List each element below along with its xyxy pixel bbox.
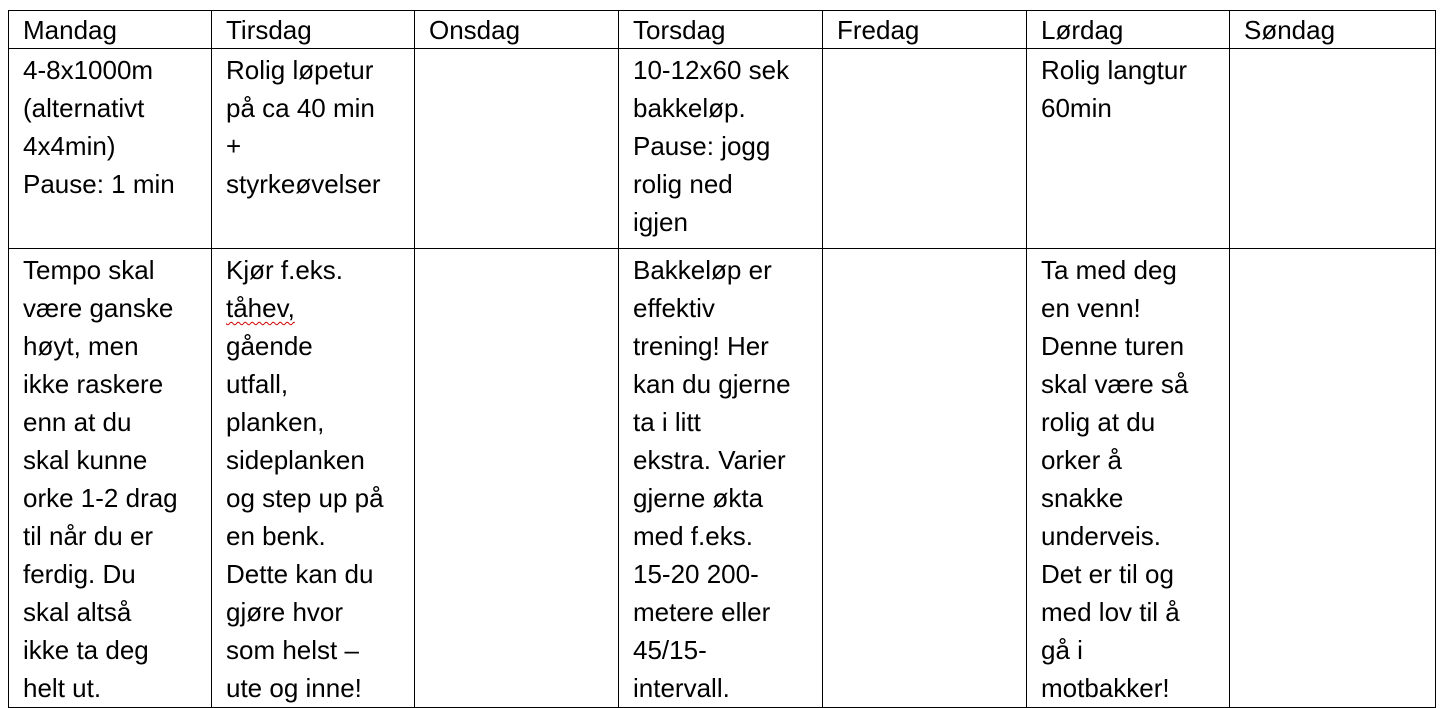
header-cell-lordag[interactable]: Lørdag bbox=[1027, 11, 1230, 49]
cell-line: med f.eks. bbox=[633, 521, 753, 551]
cell-line: effektiv bbox=[633, 293, 715, 323]
cell-line: 10-12x60 sek bbox=[633, 55, 790, 85]
notes-cell-tirsdag[interactable] bbox=[212, 249, 415, 708]
cell-line: Ta med deg bbox=[1041, 255, 1177, 285]
notes-cell-onsdag[interactable] bbox=[415, 249, 619, 708]
cell-line: trening! Her bbox=[633, 331, 769, 361]
cell-line: være ganske bbox=[23, 293, 174, 323]
cell-line: styrkeøvelser bbox=[226, 169, 381, 199]
cell-line: ikke raskere bbox=[23, 369, 164, 399]
workout-cell-lordag[interactable] bbox=[1027, 49, 1230, 249]
training-plan-table bbox=[8, 10, 1436, 708]
notes-cell-lordag[interactable] bbox=[1027, 249, 1230, 708]
cell-line: 45/15- bbox=[633, 635, 707, 665]
cell-line: rolig ned bbox=[633, 169, 733, 199]
cell-line: en venn! bbox=[1041, 293, 1141, 323]
cell-line: Dette kan du bbox=[226, 559, 374, 589]
cell-line: planken, bbox=[226, 407, 325, 437]
notes-row bbox=[9, 249, 1436, 708]
header-cell-torsdag[interactable]: Torsdag bbox=[619, 11, 823, 49]
cell-line: som helst – bbox=[226, 635, 359, 665]
cell-line: 15-20 200- bbox=[633, 559, 759, 589]
cell-line: og step up på bbox=[226, 483, 384, 513]
header-cell-tirsdag[interactable]: Tirsdag bbox=[212, 11, 415, 49]
header-cell-fredag[interactable]: Fredag bbox=[823, 11, 1027, 49]
notes-cell-torsdag[interactable] bbox=[619, 249, 823, 708]
notes-cell-sondag[interactable] bbox=[1230, 249, 1436, 708]
cell-line: enn at du bbox=[23, 407, 132, 437]
workout-cell-mandag[interactable] bbox=[9, 49, 212, 249]
cell-line: 4-8x1000m bbox=[23, 55, 154, 85]
cell-line: (alternativt bbox=[23, 93, 145, 123]
workout-cell-torsdag[interactable] bbox=[619, 49, 823, 249]
cell-line: motbakker! bbox=[1041, 673, 1170, 703]
cell-line: på ca 40 min bbox=[226, 93, 375, 123]
cell-line: med lov til å bbox=[1041, 597, 1180, 627]
cell-line: 60min bbox=[1041, 93, 1112, 123]
cell-line: bakkeløp. bbox=[633, 93, 746, 123]
cell-line: metere eller bbox=[633, 597, 771, 627]
cell-line: Tempo skal bbox=[23, 255, 155, 285]
cell-line: 4x4min) bbox=[23, 131, 116, 161]
cell-line: Bakkeløp er bbox=[633, 255, 772, 285]
cell-line: gjøre hvor bbox=[226, 597, 344, 627]
cell-line: kan du gjerne bbox=[633, 369, 791, 399]
cell-line: snakke bbox=[1041, 483, 1124, 513]
workout-cell-onsdag[interactable] bbox=[415, 49, 619, 249]
cell-line: til når du er bbox=[23, 521, 154, 551]
cell-line: Det er til og bbox=[1041, 559, 1174, 589]
cell-line: gjerne økta bbox=[633, 483, 764, 513]
notes-cell-mandag[interactable] bbox=[9, 249, 212, 708]
cell-line: gående bbox=[226, 331, 313, 361]
cell-line: skal kunne bbox=[23, 445, 148, 475]
cell-line: ekstra. Varier bbox=[633, 445, 786, 475]
cell-line: intervall. bbox=[633, 673, 730, 703]
cell-line: gå i bbox=[1041, 635, 1083, 665]
cell-line: skal altså bbox=[23, 597, 132, 627]
cell-line: rolig at du bbox=[1041, 407, 1156, 437]
cell-line: ute og inne! bbox=[226, 673, 362, 703]
cell-line: utfall, bbox=[226, 369, 289, 399]
cell-line: høyt, men bbox=[23, 331, 139, 361]
cell-line: ikke ta deg bbox=[23, 635, 149, 665]
workout-cell-fredag[interactable] bbox=[823, 49, 1027, 249]
header-row bbox=[9, 11, 1436, 49]
workout-cell-sondag[interactable] bbox=[1230, 49, 1436, 249]
header-cell-mandag[interactable]: Mandag bbox=[9, 11, 212, 49]
cell-line: igjen bbox=[633, 207, 688, 237]
cell-line: en benk. bbox=[226, 521, 326, 551]
cell-line: skal være så bbox=[1041, 369, 1189, 399]
cell-line: Rolig løpetur bbox=[226, 55, 374, 85]
header-cell-sondag[interactable]: Søndag bbox=[1230, 11, 1436, 49]
cell-line: Rolig langtur bbox=[1041, 55, 1187, 85]
cell-line: Denne turen bbox=[1041, 331, 1185, 361]
cell-line: Pause: 1 min bbox=[23, 169, 175, 199]
cell-line: Pause: jogg bbox=[633, 131, 771, 161]
cell-line: orke 1-2 drag bbox=[23, 483, 178, 513]
cell-line: sideplanken bbox=[226, 445, 365, 475]
cell-line-misspelled: tåhev, bbox=[226, 293, 295, 323]
cell-line: + bbox=[226, 131, 242, 161]
cell-line: ferdig. Du bbox=[23, 559, 136, 589]
cell-line: underveis. bbox=[1041, 521, 1161, 551]
workout-row bbox=[9, 49, 1436, 249]
notes-cell-fredag[interactable] bbox=[823, 249, 1027, 708]
cell-line: orker å bbox=[1041, 445, 1122, 475]
cell-line: ta i litt bbox=[633, 407, 701, 437]
header-cell-onsdag[interactable]: Onsdag bbox=[415, 11, 619, 49]
workout-cell-tirsdag[interactable] bbox=[212, 49, 415, 249]
cell-line: helt ut. bbox=[23, 673, 102, 703]
cell-line: Kjør f.eks. bbox=[226, 255, 344, 285]
